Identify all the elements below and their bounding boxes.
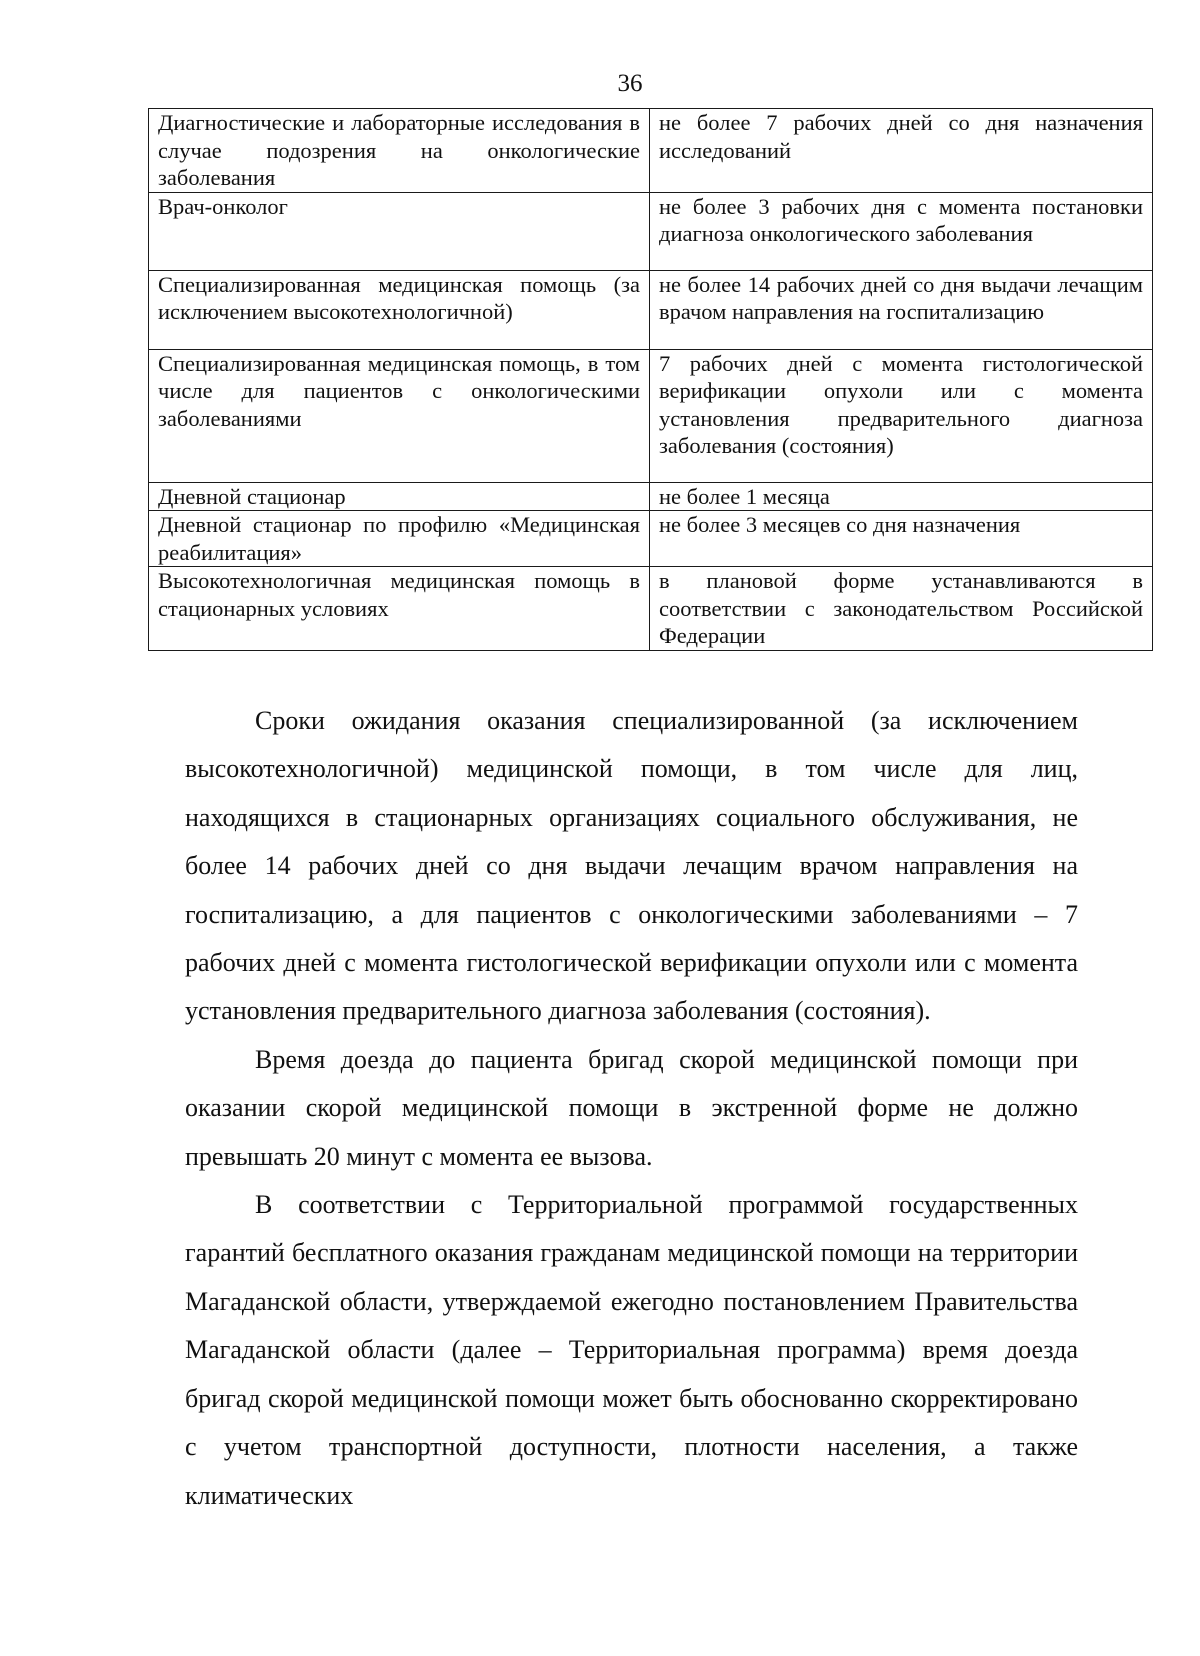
table-row bbox=[149, 192, 1153, 270]
term-cell: не более 1 месяца bbox=[650, 482, 1153, 511]
service-cell: Диагностические и лабораторные исследования в случае подозрения на онкологические заболевания bbox=[149, 109, 650, 193]
body-text bbox=[185, 697, 1078, 1520]
table-row bbox=[149, 482, 1153, 511]
service-cell: Дневной стационар по профилю «Медицинская реабилитация» bbox=[149, 511, 650, 567]
term-cell: не более 3 рабочих дня с момента постановки диагноза онкологического заболевания bbox=[650, 192, 1153, 270]
waiting-times-table bbox=[148, 108, 1153, 651]
service-cell: Специализированная медицинская помощь, в том числе для пациентов с онкологическими заболеваниями bbox=[149, 349, 650, 482]
service-cell: Высокотехнологичная медицинская помощь в стационарных условиях bbox=[149, 567, 650, 651]
service-cell: Врач-онколог bbox=[149, 192, 650, 270]
table-row bbox=[149, 109, 1153, 193]
service-cell: Специализированная медицинская помощь (за исключением высокотехнологичной) bbox=[149, 270, 650, 349]
paragraph: Сроки ожидания оказания специализированной (за исключением высокотехнологичной) медицинской помощи, в том числе для лиц, находящихся в стационарных организациях социального обслуживания, не более 14 рабочих дней со дня выдачи лечащим врачом направления на госпитализацию, а для пациентов с онкологическими заболеваниями – 7 рабочих дней с момента гистологической верификации опухоли или с момента установления предварительного диагноза заболевания (состояния). bbox=[185, 706, 1078, 1026]
table-row bbox=[149, 270, 1153, 349]
table-row bbox=[149, 511, 1153, 567]
table-row bbox=[149, 349, 1153, 482]
paragraph: В соответствии с Территориальной программой государственных гарантий бесплатного оказания гражданам медицинской помощи на территории Магаданской области, утверждаемой ежегодно постановлением Правительства Магаданской области (далее – Территориальная программа) время доезда бригад скорой медицинской помощи может быть обоснованно скорректировано с учетом транспортной доступности, плотности населения, а также климатических bbox=[185, 1190, 1078, 1510]
term-cell: не более 14 рабочих дней со дня выдачи лечащим врачом направления на госпитализацию bbox=[650, 270, 1153, 349]
paragraph: Время доезда до пациента бригад скорой медицинской помощи при оказании скорой медицинской помощи в экстренной форме не должно превышать 20 минут с момента ее вызова. bbox=[185, 1044, 1078, 1171]
table-row bbox=[149, 567, 1153, 651]
service-cell: Дневной стационар bbox=[149, 482, 650, 511]
term-cell: в плановой форме устанавливаются в соответствии с законодательством Российской Федерации bbox=[650, 567, 1153, 651]
term-cell: 7 рабочих дней с момента гистологической верификации опухоли или с момента установления предварительного диагноза заболевания (состояния) bbox=[650, 349, 1153, 482]
term-cell: не более 3 месяцев со дня назначения bbox=[650, 511, 1153, 567]
term-cell: не более 7 рабочих дней со дня назначения исследований bbox=[650, 109, 1153, 193]
page-number: 36 bbox=[617, 70, 643, 97]
